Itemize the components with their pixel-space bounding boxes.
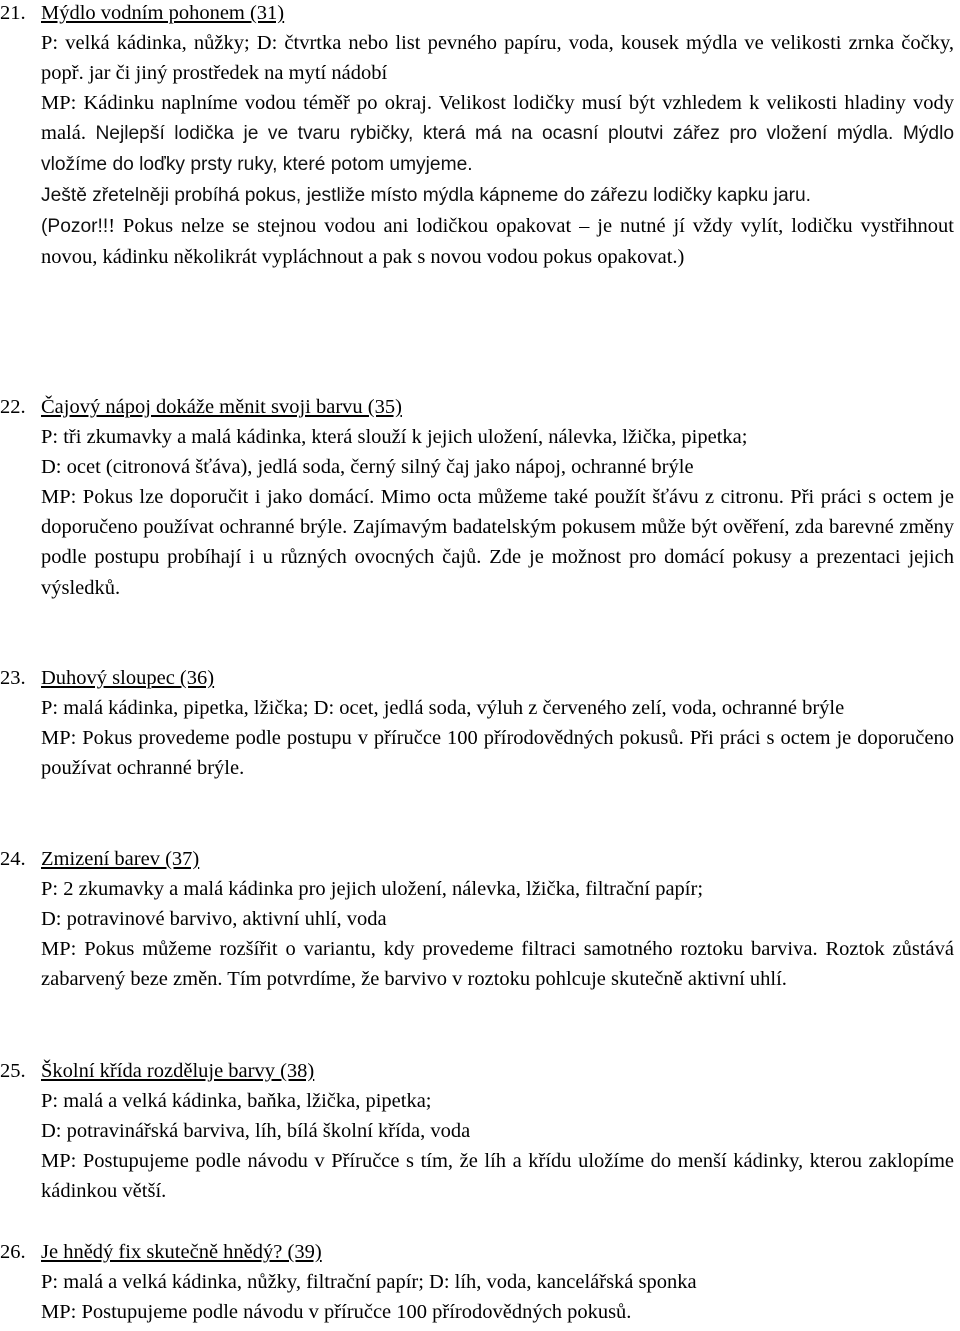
section-26: [0, 1237, 954, 1327]
materials-paragraph: D: ocet (citronová šťáva), jedlá soda, černý silný čaj jako nápoj, ochranné brýle: [41, 456, 694, 479]
section-title: Je hnědý fix skutečně hnědý? (39): [41, 1241, 322, 1263]
section-number: 26.: [0, 1241, 26, 1263]
method-paragraph: MP: Postupujeme podle návodu v Příručce s tím, že líh a křídu uložíme do menší kádinky, kterou zaklopíme kádinkou větší.: [41, 1150, 954, 1203]
section-heading: [0, 844, 954, 874]
warning-text: ! Pokus nelze se stejnou vodou ani lodičkou opakovat – je nutné jí vždy vylít, lodičku vystřihnout novou, kádinku několikrát vypláchnout a pak s novou vodou pokus opakovat.): [41, 214, 954, 268]
materials-paragraph: D: potravinářská barviva, líh, bílá školní křída, voda: [41, 1120, 471, 1143]
section-title: Mýdlo vodním pohonem (31): [41, 2, 285, 24]
section-22: [0, 392, 954, 603]
materials-paragraph: P: malá a velká kádinka, nůžky, filtrační papír; D: líh, voda, kancelářská sponka: [41, 1271, 697, 1294]
section-heading: [0, 1056, 954, 1086]
section-body: [41, 693, 954, 783]
method-paragraph: MP: Pokus lze doporučit i jako domácí. Mimo octa můžeme také použít šťávu z citronu. Při práci s octem je doporučeno používat ochranné brýle. Zajímavým badatelským pokusem může být ověření, zda barevné změny podle postupu probíhají i u různých ovocných čajů. Zde je možnost pro domácí pokusy a prezentaci jejich výsledků.: [41, 486, 954, 599]
section-title: Zmizení barev (37): [41, 848, 200, 870]
section-title: Čajový nápoj dokáže měnit svoji barvu (35): [41, 396, 402, 418]
section-body: [41, 1086, 954, 1206]
section-heading: [0, 663, 954, 693]
method-text-continued: Nejlepší lodička je ve tvaru rybičky, která má na ocasní ploutvi zářez pro vložení mýdla. Mýdlo vložíme do loďky prsty ruky, které potom umyjeme.: [41, 123, 954, 176]
tools-paragraph: P: tři zkumavky a malá kádinka, která slouží k jejich uložení, nálevka, lžička, pipetka;: [41, 426, 748, 449]
tools-paragraph: P: malá a velká kádinka, baňka, lžička, pipetka;: [41, 1090, 432, 1113]
section-number: 25.: [0, 1060, 26, 1082]
section-number: 24.: [0, 848, 26, 870]
section-23: [0, 663, 954, 783]
section-21: [0, 0, 954, 272]
section-body: [41, 874, 954, 994]
section-heading: [0, 392, 954, 422]
section-body: [41, 28, 954, 272]
materials-paragraph: D: potravinové barvivo, aktivní uhlí, voda: [41, 908, 387, 931]
section-24: [0, 844, 954, 994]
section-25: [0, 1056, 954, 1206]
method-paragraph: [41, 88, 954, 180]
section-heading: [0, 0, 954, 28]
materials-paragraph: P: velká kádinka, nůžky; D: čtvrtka nebo list pevného papíru, voda, kousek mýdla ve velikosti zrnka čočky, popř. jar či jiný prostředek na mytí nádobí: [41, 32, 954, 85]
section-number: 22.: [0, 396, 26, 418]
warning-paragraph: [41, 211, 954, 272]
method-paragraph: MP: Pokus můžeme rozšířit o variantu, kdy provedeme filtraci samotného roztoku barviva. Roztok zůstává zabarvený beze změn. Tím potvrdíme, že barvivo v roztoku pohlcuje skutečně aktivní uhlí.: [41, 938, 954, 991]
variant-paragraph: Ještě zřetelněji probíhá pokus, jestliže místo mýdla kápneme do zářezu lodičky kapku jaru.: [41, 184, 812, 206]
method-paragraph: MP: Postupujeme podle návodu v příručce 100 přírodovědných pokusů.: [41, 1301, 632, 1324]
section-body: [41, 422, 954, 603]
method-text: MP: Kádinku naplníme vodou téměř po okraj. Velikost lodičky musí být vzhledem k velikosti hladiny vody malá.: [41, 92, 954, 145]
section-number: 21.: [0, 2, 26, 24]
section-title: Duhový sloupec (36): [41, 667, 215, 689]
warning-label: (Pozor!!: [41, 215, 109, 237]
section-number: 23.: [0, 667, 26, 689]
method-paragraph: MP: Pokus provedeme podle postupu v příručce 100 přírodovědných pokusů. Při práci s octem je doporučeno používat ochranné brýle.: [41, 727, 954, 780]
section-title: Školní křída rozděluje barvy (38): [41, 1060, 315, 1082]
materials-paragraph: P: malá kádinka, pipetka, lžička; D: ocet, jedlá soda, výluh z červeného zelí, voda, ochranné brýle: [41, 697, 845, 720]
section-heading: [0, 1237, 954, 1267]
tools-paragraph: P: 2 zkumavky a malá kádinka pro jejich uložení, nálevka, lžička, filtrační papír;: [41, 878, 704, 901]
section-body: [41, 1267, 954, 1327]
